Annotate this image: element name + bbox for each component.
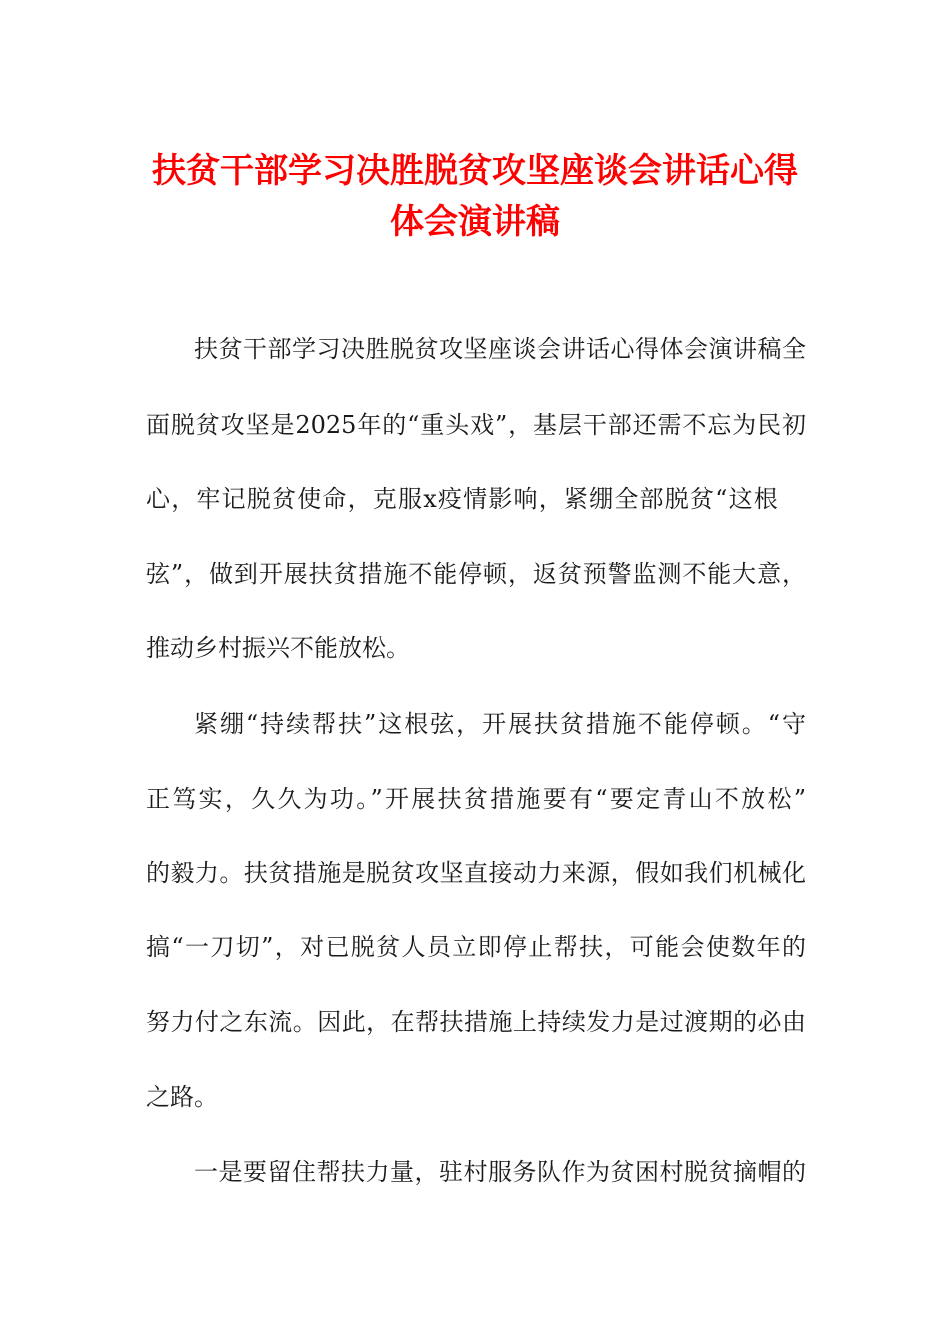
- paragraph-2-line-4: 搞“一刀切”，对已脱贫人员立即停止帮扶，可能会使数年的: [146, 933, 806, 961]
- paragraph-1-line-4: 弦”，做到开展扶贫措施不能停顿，返贫预警监测不能大意，: [146, 560, 806, 588]
- paragraph-2-line-5: 努力付之东流。因此，在帮扶措施上持续发力是过渡期的必由: [146, 1008, 806, 1036]
- paragraph-3-line-1: 一是要留住帮扶力量，驻村服务队作为贫困村脱贫摘帽的: [194, 1158, 806, 1186]
- paragraph-2-line-6: 之路。: [146, 1083, 218, 1111]
- paragraph-2-line-2: 正笃实，久久为功。”开展扶贫措施要有“要定青山不放松”: [146, 785, 806, 813]
- paragraph-1-line-1: 扶贫干部学习决胜脱贫攻坚座谈会讲话心得体会演讲稿全: [194, 335, 806, 363]
- paragraph-1-line-3: 心，牢记脱贫使命，克服x疫情影响，紧绷全部脱贫“这根: [146, 485, 780, 513]
- paragraph-1-line-2: 面脱贫攻坚是2025年的“重头戏”，基层干部还需不忘为民初: [146, 411, 806, 439]
- paragraph-1-line-5: 推动乡村振兴不能放松。: [146, 634, 410, 662]
- paragraph-2-line-1: 紧绷“持续帮扶”这根弦，开展扶贫措施不能停顿。“守: [194, 710, 806, 738]
- document-title-line-1: 扶贫干部学习决胜脱贫攻坚座谈会讲话心得: [152, 151, 798, 191]
- paragraph-2-line-3: 的毅力。扶贫措施是脱贫攻坚直接动力来源，假如我们机械化: [146, 859, 806, 887]
- document-title-line-2: 体会演讲稿: [390, 202, 560, 242]
